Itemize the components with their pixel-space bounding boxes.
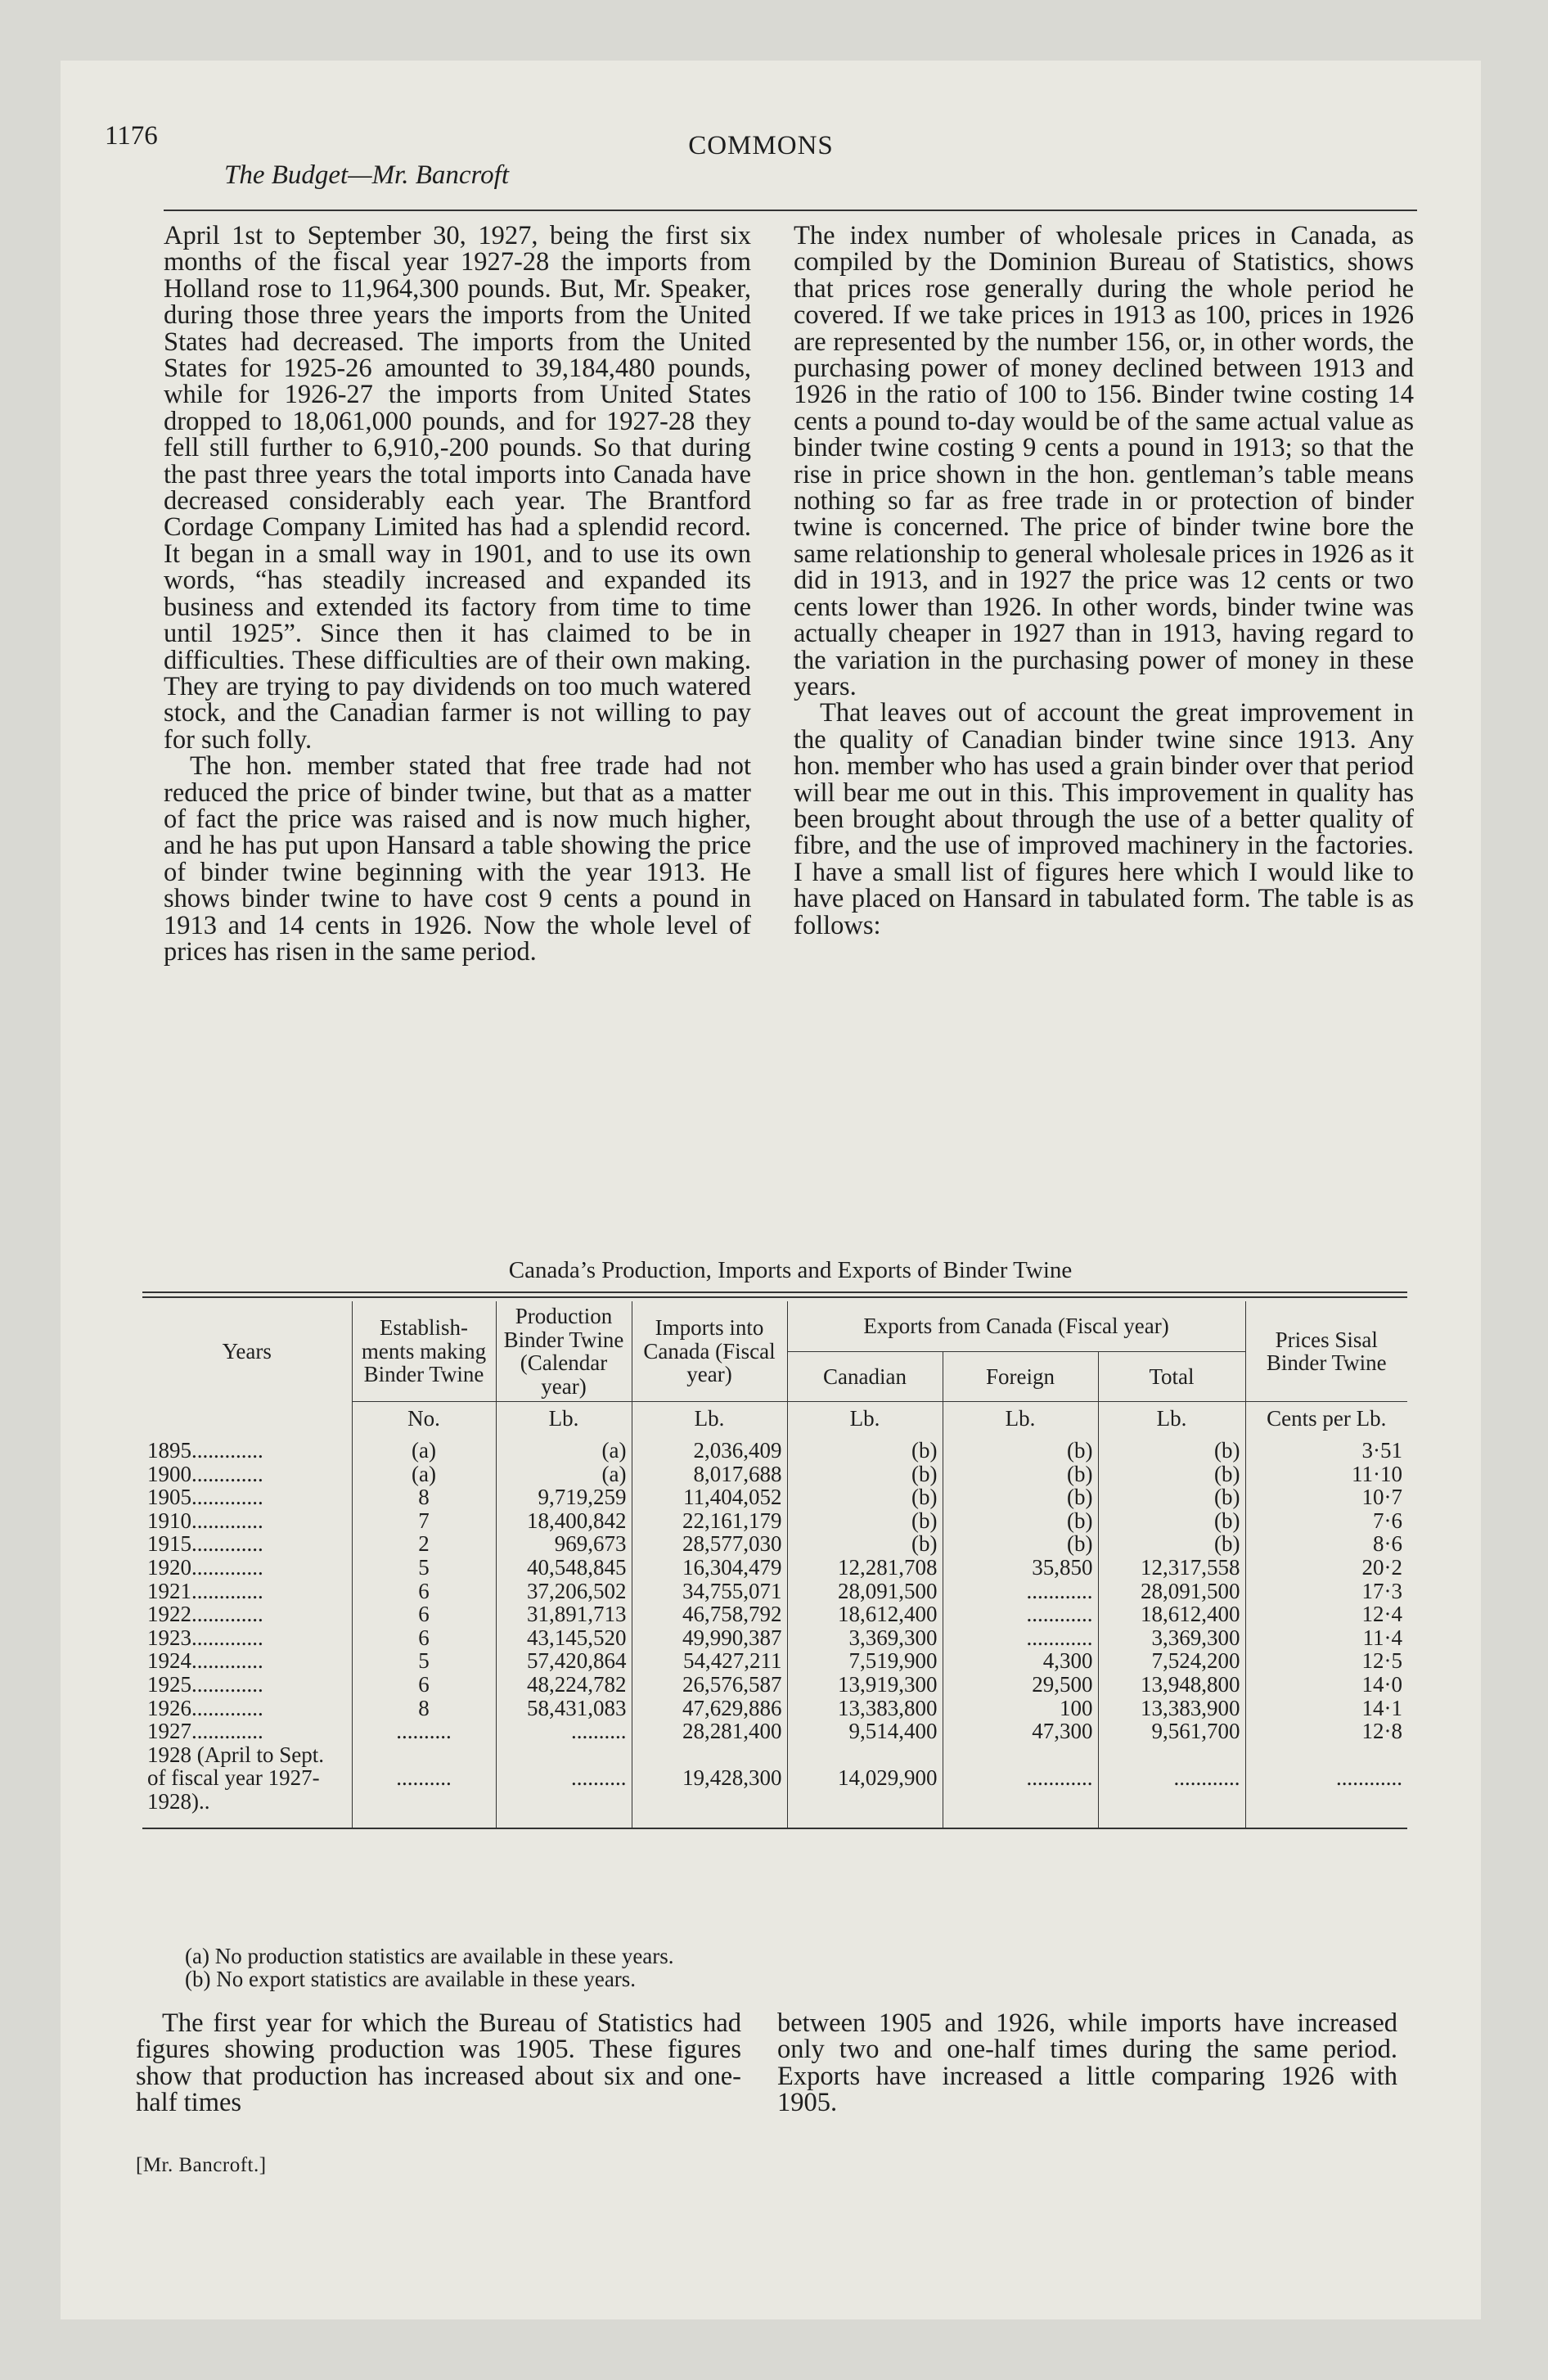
closing-left-column [136,2010,741,2116]
establishments-cell: 6 [352,1626,496,1650]
header-imports: Imports into Canada (Fiscal year) [632,1301,787,1402]
paragraph: The index number of wholesale prices in Canada, as compiled by the Dominion Bureau of Statistics, shows that prices rose generally during the whole period he covered. If we take prices in 1913 as 100, prices in 1926 are represented by the number 156, or, in other words, the purchasing power of money declined between 1913 and 1926 in the ratio of 100 to 156. Binder twine costing 14 cents a pound to-day would be of the same actual value as binder twine costing 9 cents a pound in 1913; so that the rise in price shown in the hon. gentleman’s table means nothing so far as free trade in or protection of binder twine is concerned. The price of binder twine bore the same relationship to general wholesale prices in 1926 as it did in 1913, and in 1927 the price was 12 cents or two cents lower than 1926. In other words, binder twine was actually cheaper in 1927 than in 1913, having regard to the variation in the purchasing power of money in these years. [794,221,1414,701]
imports-cell: 2,036,409 [632,1439,787,1463]
price-cell: 17·3 [1361,1578,1402,1603]
price-cell: 11·4 [1362,1625,1402,1650]
total-exports-cell: 3,369,300 [1098,1626,1245,1650]
paragraph: April 1st to September 30, 1927, being the first six months of the fiscal year 1927-28 the imports from Holland rose to 11,964,300 pounds. But, Mr. Speaker, during those three years the imports from the United States had decreased. The imports from the United States for 1925-26 amounted to 39,184,480 pounds, while for 1926-27 the imports from United States dropped to 18,061,000 pounds, and for 1927-28 they fell still further to 6,910,-200 pounds. So that during the past three years the total imports into Canada have decreased considerably each year. The Brantford Cordage Company Limited has had a splendid record. It began in a small way in 1901, and to use its own words, “has steadily increased and expanded its business and extended its factory from time to time until 1925”. Since then it has claimed to be in difficulties. These difficulties are of their own making. They are trying to pay dividends on too much watered stock, and the Canadian farmer is not willing to pay for such folly. [164,221,751,755]
header-production: Production Binder Twine (Calendar year) [496,1301,632,1402]
header-prices: Prices Sisal Binder Twine [1266,1327,1387,1376]
year-cell: 1920............. [142,1556,352,1580]
imports-cell: 28,281,400 [632,1720,787,1743]
establishments-cell: .......... [352,1720,496,1743]
year-cell: 1921............. [142,1580,352,1603]
price-cell: 7·6 [1373,1508,1402,1533]
total-exports-cell: 7,524,200 [1098,1649,1245,1673]
production-cell: 9,719,259 [496,1485,632,1509]
foreign-exports-cell: ............ [943,1602,1098,1626]
table-bottom-rule [142,1828,1407,1832]
production-cell: (a) [496,1439,632,1463]
total-exports-cell: (b) [1098,1463,1245,1486]
foreign-exports-cell: ............ [943,1580,1098,1603]
foreign-exports-cell: ............ [943,1626,1098,1650]
table-row [142,1720,1407,1743]
canadian-exports-cell: 7,519,900 [787,1649,943,1673]
unit-cell: Lb. [632,1402,787,1439]
unit-cell: Lb. [1098,1402,1245,1439]
unit-cell: No. [352,1402,496,1439]
year-cell: 1924............. [142,1649,352,1673]
paragraph: That leaves out of account the great improvement in the quality of Canadian binder twine since 1913. Any hon. member who has used a grain binder over that period will bear me out in this. This improvement in quality has been brought about through the use of a better quality of fibre, and the use of improved machinery in the factories. I have a small list of figures here which I would like to have placed on Hansard in tabulated form. The table is as follows: [794,698,1414,940]
table-caption: Canada’s Production, Imports and Exports of Binder Twine [508,1257,1073,1283]
foreign-exports-cell: (b) [943,1439,1098,1463]
table-footnotes [185,1945,1330,1990]
imports-cell: 8,017,688 [632,1463,787,1486]
establishments-cell: 5 [352,1556,496,1580]
table-top-rule [142,1296,1407,1298]
total-exports-cell: (b) [1098,1532,1245,1556]
canadian-exports-cell: 28,091,500 [787,1580,943,1603]
table-top-rule [142,1291,1407,1293]
price-cell: 10·7 [1361,1485,1402,1510]
header-establishments: Establish-ments making Binder Twine [352,1301,496,1402]
foreign-exports-cell: 47,300 [943,1720,1098,1743]
paragraph: between 1905 and 1926, while imports have increased only two and one-half times during the same period. Exports have increased a little comparing 1926 with 1905. [777,2008,1397,2118]
production-cell: 40,548,845 [496,1556,632,1580]
unit-cell: Lb. [943,1402,1098,1439]
canadian-exports-cell: 13,919,300 [787,1673,943,1697]
binder-twine-table [142,1301,1407,1832]
production-cell: 31,891,713 [496,1602,632,1626]
header-exports: Exports from Canada (Fiscal year) [787,1301,1245,1351]
paragraph: The hon. member stated that free trade had not reduced the price of binder twine, but that as a matter of fact the price was raised and is now much higher, and he has put upon Hansard a table showing the price of binder twine beginning with the year 1913. He shows binder twine to have cost 9 cents a pound in 1913 and 14 cents in 1926. Now the whole level of prices has risen in the same period. [164,751,751,967]
right-column [794,223,1414,939]
table-row [142,1463,1407,1486]
table-row [142,1626,1407,1650]
year-cell: 1915............. [142,1532,352,1556]
total-exports-cell: 12,317,558 [1098,1556,1245,1580]
production-cell: .......... [496,1743,632,1829]
establishments-cell: 7 [352,1509,496,1533]
table-row [142,1532,1407,1556]
foreign-exports-cell: (b) [943,1485,1098,1509]
price-cell: 20·2 [1361,1554,1402,1580]
table-row [142,1509,1407,1533]
imports-cell: 47,629,886 [632,1697,787,1720]
year-cell: 1895............. [142,1439,352,1463]
page-header [105,121,1417,203]
running-title: COMMONS [688,131,834,160]
canadian-exports-cell: 18,612,400 [787,1602,943,1626]
total-exports-cell: 13,948,800 [1098,1673,1245,1697]
imports-cell: 26,576,587 [632,1673,787,1697]
production-cell: 48,224,782 [496,1673,632,1697]
foreign-exports-cell: ............ [943,1743,1098,1829]
establishments-cell: .......... [352,1743,496,1829]
imports-cell: 19,428,300 [632,1743,787,1829]
foreign-exports-cell: (b) [943,1463,1098,1486]
establishments-cell: 2 [352,1532,496,1556]
production-cell: (a) [496,1463,632,1486]
price-cell: 8·6 [1373,1531,1402,1557]
running-subtitle: The Budget—Mr. Bancroft [224,160,509,190]
foreign-exports-cell: 100 [943,1697,1098,1720]
imports-cell: 34,755,071 [632,1580,787,1603]
header-rule [164,210,1417,211]
unit-cell: Lb. [787,1402,943,1439]
table-row [142,1697,1407,1720]
total-exports-cell: (b) [1098,1439,1245,1463]
table-row [142,1673,1407,1697]
header-foreign: Foreign [943,1351,1098,1402]
establishments-cell: 6 [352,1602,496,1626]
total-exports-cell: (b) [1098,1485,1245,1509]
year-cell: 1928 (April to Sept. of fiscal year 1927-1928).. [142,1743,352,1829]
year-cell: 1905............. [142,1485,352,1509]
table-row [142,1556,1407,1580]
imports-cell: 22,161,179 [632,1509,787,1533]
production-cell: 18,400,842 [496,1509,632,1533]
canadian-exports-cell: (b) [787,1532,943,1556]
unit-cell [142,1402,352,1439]
year-cell: 1910............. [142,1509,352,1533]
left-column [164,223,751,965]
total-exports-cell: ............ [1098,1743,1245,1829]
production-cell: 57,420,864 [496,1649,632,1673]
total-exports-cell: 9,561,700 [1098,1720,1245,1743]
production-cell: 969,673 [496,1532,632,1556]
table-row [142,1743,1407,1829]
establishments-cell: (a) [352,1439,496,1463]
page-number: 1176 [105,121,158,151]
year-cell: 1926............. [142,1697,352,1720]
header-total: Total [1098,1351,1245,1402]
speaker-attribution: [Mr. Bancroft.] [136,2154,267,2176]
table-row [142,1439,1407,1463]
table-row [142,1649,1407,1673]
price-cell: 12·4 [1361,1602,1402,1627]
header-years: Years [142,1301,352,1402]
canadian-exports-cell: 9,514,400 [787,1720,943,1743]
paragraph: The first year for which the Bureau of Statistics had figures showing production was 1905. These figures show that production has increased about six and one-half times [136,2008,741,2118]
price-cell: 14·0 [1361,1671,1402,1697]
canadian-exports-cell: (b) [787,1439,943,1463]
imports-cell: 54,427,211 [632,1649,787,1673]
price-cell: 3·51 [1361,1437,1402,1463]
production-cell: 43,145,520 [496,1626,632,1650]
table-row [142,1602,1407,1626]
imports-cell: 49,990,387 [632,1626,787,1650]
total-exports-cell: 13,383,900 [1098,1697,1245,1720]
year-cell: 1922............. [142,1602,352,1626]
footnote: (b) No export statistics are available in these years. [185,1967,637,1991]
production-cell: .......... [496,1720,632,1743]
production-cell: 37,206,502 [496,1580,632,1603]
canadian-exports-cell: 12,281,708 [787,1556,943,1580]
imports-cell: 28,577,030 [632,1532,787,1556]
year-cell: 1900............. [142,1463,352,1486]
foreign-exports-cell: (b) [943,1509,1098,1533]
table-body [142,1439,1407,1829]
closing-right-column [777,2010,1397,2116]
establishments-cell: 8 [352,1485,496,1509]
canadian-exports-cell: (b) [787,1485,943,1509]
establishments-cell: 8 [352,1697,496,1720]
establishments-cell: (a) [352,1463,496,1486]
establishments-cell: 6 [352,1580,496,1603]
imports-cell: 46,758,792 [632,1602,787,1626]
price-cell: ............ [1336,1765,1402,1791]
imports-cell: 11,404,052 [632,1485,787,1509]
total-exports-cell: (b) [1098,1509,1245,1533]
year-cell: 1923............. [142,1626,352,1650]
establishments-cell: 6 [352,1673,496,1697]
canadian-exports-cell: 3,369,300 [787,1626,943,1650]
production-cell: 58,431,083 [496,1697,632,1720]
footnote: (a) No production statistics are available in these years. [185,1944,674,1968]
imports-cell: 16,304,479 [632,1556,787,1580]
establishments-cell: 5 [352,1649,496,1673]
total-exports-cell: 28,091,500 [1098,1580,1245,1603]
price-cell: 12·8 [1361,1719,1402,1744]
price-cell: 11·10 [1352,1461,1402,1486]
canadian-exports-cell: 14,029,900 [787,1743,943,1829]
unit-cell: Cents per Lb. [1245,1402,1407,1439]
price-cell: 12·5 [1361,1648,1402,1674]
canadian-exports-cell: (b) [787,1463,943,1486]
total-exports-cell: 18,612,400 [1098,1602,1245,1626]
foreign-exports-cell: (b) [943,1532,1098,1556]
year-cell: 1925............. [142,1673,352,1697]
table-row [142,1580,1407,1603]
foreign-exports-cell: 4,300 [943,1649,1098,1673]
year-cell: 1927............. [142,1720,352,1743]
foreign-exports-cell: 29,500 [943,1673,1098,1697]
canadian-exports-cell: 13,383,800 [787,1697,943,1720]
canadian-exports-cell: (b) [787,1509,943,1533]
price-cell: 14·1 [1361,1695,1402,1720]
unit-cell: Lb. [496,1402,632,1439]
header-canadian: Canadian [787,1351,943,1402]
table-row [142,1485,1407,1509]
foreign-exports-cell: 35,850 [943,1556,1098,1580]
